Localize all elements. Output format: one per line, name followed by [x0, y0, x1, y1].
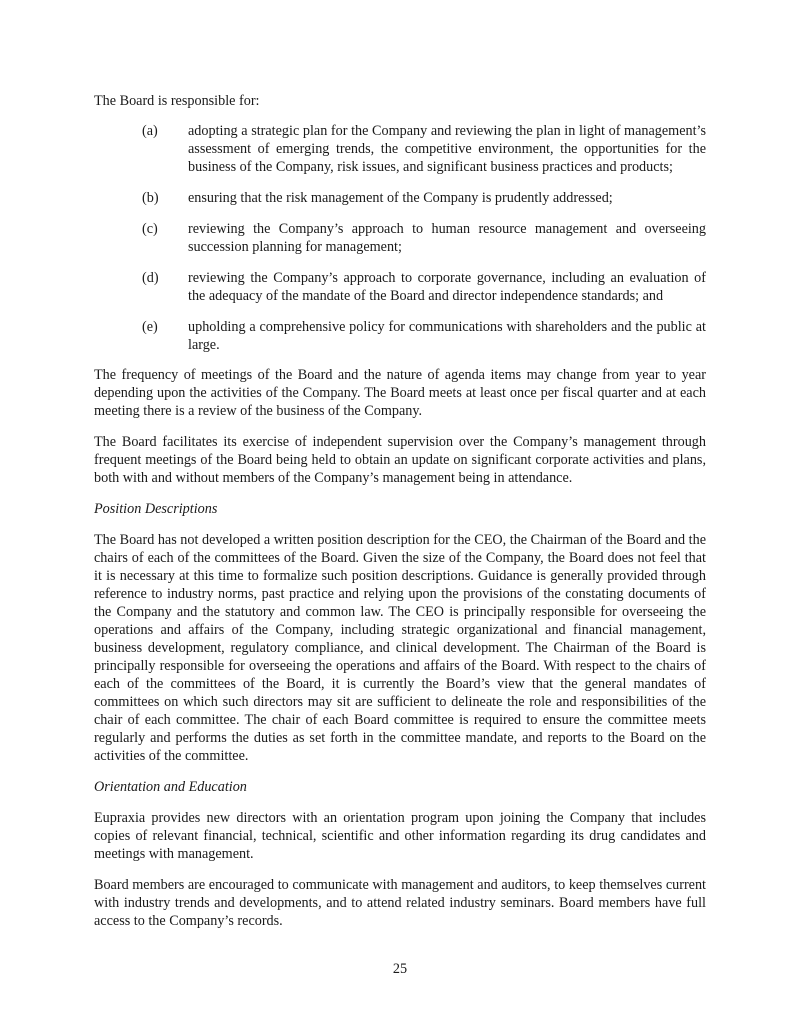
heading-orientation-education: Orientation and Education	[94, 779, 247, 795]
paragraph-board-members: Board members are encouraged to communicate with management and auditors, to keep themselves current with industry trends and developments, and to attend related industry seminars. Board members have full access to the Company’s records.	[94, 877, 706, 929]
list-marker: (e)	[142, 319, 158, 335]
list-item-text: reviewing the Company’s approach to corporate governance, including an evaluation of the adequacy of the mandate of the Board and director independence standards; and	[188, 270, 706, 304]
list-item	[94, 122, 706, 176]
list-marker: (c)	[142, 221, 158, 237]
list-item	[94, 189, 706, 207]
list-item-text: ensuring that the risk management of the Company is prudently addressed;	[188, 190, 613, 206]
intro-text: The Board is responsible for:	[94, 93, 260, 109]
responsibilities-list	[94, 122, 706, 354]
list-marker: (b)	[142, 190, 159, 206]
document-page	[94, 92, 706, 943]
list-item	[94, 318, 706, 354]
heading-position-descriptions: Position Descriptions	[94, 501, 218, 517]
page-number: 25	[392, 961, 408, 977]
list-item	[94, 269, 706, 305]
list-marker: (a)	[142, 123, 158, 139]
list-item-text: upholding a comprehensive policy for communications with shareholders and the public at large.	[188, 319, 706, 353]
list-item	[94, 220, 706, 256]
paragraph-orientation: Eupraxia provides new directors with an orientation program upon joining the Company that includes copies of relevant financial, technical, scientific and other information regarding its drug candidates and meetings with management.	[94, 810, 706, 862]
paragraph-position-descriptions: The Board has not developed a written position description for the CEO, the Chairman of the Board and the chairs of each of the committees of the Board. Given the size of the Company, the Board does not feel that it is necessary at this time to formalize such position descriptions. Guidance is generally provided through reference to industry norms, past practice and relying upon the provisions of the constating documents of the Company and the statutory and common law. The CEO is principally responsible for overseeing the operations and affairs of the Company, including strategic organizational and financial management, business development, regulatory compliance, and clinical development. The Chairman of the Board is principally responsible for overseeing the operations and affairs of the Board. With respect to the chairs of each of the committees of the Board, it is currently the Board’s view that the general mandates of committees on which such directors may sit are sufficient to delineate the role and responsibilities of the chair of each committee. The chair of each Board committee is required to ensure the committee meets regularly and performs the duties as set forth in the committee mandate, and reports to the Board on the activities of the committee.	[94, 532, 706, 764]
list-marker: (d)	[142, 270, 159, 286]
list-item-text: adopting a strategic plan for the Company and reviewing the plan in light of management’s assessment of emerging trends, the competitive environment, the opportunities for the business of the Company, risk issues, and significant business practices and products;	[188, 123, 706, 175]
paragraph-independent-supervision: The Board facilitates its exercise of independent supervision over the Company’s management through frequent meetings of the Board being held to obtain an update on significant corporate activities and plans, both with and without members of the Company’s management being in attendance.	[94, 434, 706, 486]
list-item-text: reviewing the Company’s approach to human resource management and overseeing succession planning for management;	[188, 221, 706, 255]
paragraph-meeting-frequency: The frequency of meetings of the Board and the nature of agenda items may change from year to year depending upon the activities of the Company. The Board meets at least once per fiscal quarter and at each meeting there is a review of the business of the Company.	[94, 367, 706, 419]
